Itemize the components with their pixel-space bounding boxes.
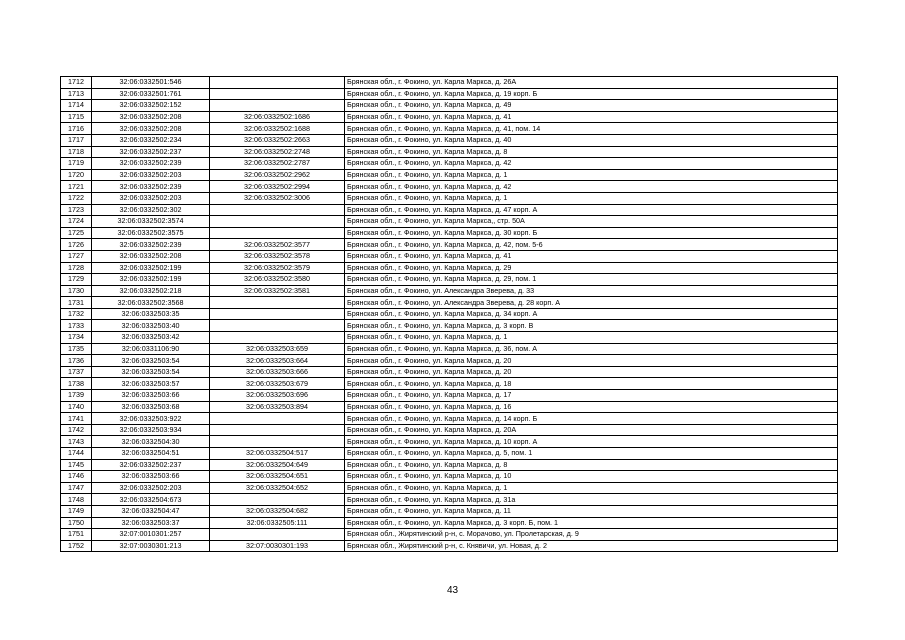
cadastral-number-cell: 32:06:0332502:152 (92, 100, 210, 112)
table-row (61, 494, 838, 506)
building-cadastral-number-cell: 32:06:0332502:3578 (210, 250, 345, 262)
building-cadastral-number-cell (210, 494, 345, 506)
cadastral-number-cell: 32:06:0332503:54 (92, 355, 210, 367)
table-row (61, 471, 838, 483)
row-number-cell: 1746 (61, 471, 92, 483)
building-cadastral-number-cell: 32:06:0332502:2962 (210, 169, 345, 181)
building-cadastral-number-cell: 32:06:0332504:649 (210, 459, 345, 471)
cadastral-number-cell: 32:06:0332504:30 (92, 436, 210, 448)
building-cadastral-number-cell: 32:06:0332504:652 (210, 482, 345, 494)
building-cadastral-number-cell: 32:06:0332502:2748 (210, 146, 345, 158)
row-number-cell: 1712 (61, 77, 92, 89)
table-row (61, 355, 838, 367)
table-row (61, 332, 838, 344)
row-number-cell: 1717 (61, 134, 92, 146)
row-number-cell: 1714 (61, 100, 92, 112)
row-number-cell: 1732 (61, 308, 92, 320)
cadastral-number-cell: 32:06:0332503:42 (92, 332, 210, 344)
table-row (61, 158, 838, 170)
table-row (61, 192, 838, 204)
table-row (61, 204, 838, 216)
address-cell: Брянская обл., г. Фокино, ул. Карла Маркса, д. 18 (345, 378, 838, 390)
building-cadastral-number-cell (210, 332, 345, 344)
cadastral-number-cell: 32:06:0332503:35 (92, 308, 210, 320)
cadastral-number-cell: 32:06:0332502:203 (92, 169, 210, 181)
row-number-cell: 1729 (61, 274, 92, 286)
table-row (61, 459, 838, 471)
cadastral-number-cell: 32:06:0332502:302 (92, 204, 210, 216)
cadastral-number-cell: 32:06:0332502:208 (92, 123, 210, 135)
cadastral-number-cell: 32:06:0332504:673 (92, 494, 210, 506)
table-row (61, 239, 838, 251)
row-number-cell: 1718 (61, 146, 92, 158)
building-cadastral-number-cell: 32:06:0332502:2787 (210, 158, 345, 170)
row-number-cell: 1743 (61, 436, 92, 448)
building-cadastral-number-cell (210, 413, 345, 425)
row-number-cell: 1750 (61, 517, 92, 529)
table-row (61, 436, 838, 448)
building-cadastral-number-cell: 32:06:0332502:3577 (210, 239, 345, 251)
cadastral-number-cell: 32:06:0332503:40 (92, 320, 210, 332)
building-cadastral-number-cell: 32:06:0332502:3006 (210, 192, 345, 204)
table-row (61, 343, 838, 355)
registry-table-body (61, 77, 838, 552)
table-row (61, 529, 838, 541)
building-cadastral-number-cell: 32:06:0332502:3580 (210, 274, 345, 286)
address-cell: Брянская обл., г. Фокино, ул. Карла Маркса, д. 3 корп. Б, пом. 1 (345, 517, 838, 529)
cadastral-number-cell: 32:06:0332502:3574 (92, 216, 210, 228)
cadastral-number-cell: 32:06:0332502:218 (92, 285, 210, 297)
address-cell: Брянская обл., г. Фокино, ул. Карла Маркса, д. 41 (345, 250, 838, 262)
cadastral-number-cell: 32:06:0332503:57 (92, 378, 210, 390)
row-number-cell: 1720 (61, 169, 92, 181)
building-cadastral-number-cell (210, 297, 345, 309)
cadastral-number-cell: 32:06:0332503:922 (92, 413, 210, 425)
address-cell: Брянская обл., г. Фокино, ул. Карла Маркса, д. 20 (345, 355, 838, 367)
table-row (61, 100, 838, 112)
row-number-cell: 1722 (61, 192, 92, 204)
cadastral-number-cell: 32:06:0332502:237 (92, 459, 210, 471)
address-cell: Брянская обл., г. Фокино, ул. Карла Маркса, д. 8 (345, 459, 838, 471)
row-number-cell: 1727 (61, 250, 92, 262)
address-cell: Брянская обл., г. Фокино, ул. Карла Маркса, д. 41 (345, 111, 838, 123)
building-cadastral-number-cell: 32:06:0332503:894 (210, 401, 345, 413)
address-cell: Брянская обл., г. Фокино, ул. Карла Маркса, д. 10 корп. А (345, 436, 838, 448)
row-number-cell: 1721 (61, 181, 92, 193)
address-cell: Брянская обл., г. Фокино, ул. Карла Маркса, д. 49 (345, 100, 838, 112)
building-cadastral-number-cell (210, 204, 345, 216)
address-cell: Брянская обл., г. Фокино, ул. Карла Маркса, д. 19 корп. Б (345, 88, 838, 100)
row-number-cell: 1749 (61, 505, 92, 517)
table-row (61, 366, 838, 378)
table-row (61, 134, 838, 146)
cadastral-number-cell: 32:06:0332502:3568 (92, 297, 210, 309)
registry-table (60, 76, 838, 552)
building-cadastral-number-cell: 32:06:0332502:3581 (210, 285, 345, 297)
cadastral-number-cell: 32:06:0332503:66 (92, 390, 210, 402)
row-number-cell: 1738 (61, 378, 92, 390)
building-cadastral-number-cell: 32:07:0030301:193 (210, 540, 345, 552)
building-cadastral-number-cell: 32:06:0332503:679 (210, 378, 345, 390)
building-cadastral-number-cell: 32:06:0332503:664 (210, 355, 345, 367)
address-cell: Брянская обл., г. Фокино, ул. Карла Маркса, д. 17 (345, 390, 838, 402)
cadastral-number-cell: 32:06:0332502:3575 (92, 227, 210, 239)
cadastral-number-cell: 32:06:0332502:239 (92, 239, 210, 251)
table-row (61, 216, 838, 228)
building-cadastral-number-cell: 32:06:0332502:2994 (210, 181, 345, 193)
address-cell: Брянская обл., г. Фокино, ул. Карла Маркса, д. 10 (345, 471, 838, 483)
cadastral-number-cell: 32:06:0332502:239 (92, 158, 210, 170)
address-cell: Брянская обл., г. Фокино, ул. Карла Маркса, д. 29 (345, 262, 838, 274)
table-row (61, 274, 838, 286)
table-row (61, 505, 838, 517)
cadastral-number-cell: 32:06:0332501:761 (92, 88, 210, 100)
building-cadastral-number-cell (210, 100, 345, 112)
building-cadastral-number-cell: 32:06:0332502:1688 (210, 123, 345, 135)
table-row (61, 320, 838, 332)
row-number-cell: 1747 (61, 482, 92, 494)
cadastral-number-cell: 32:06:0332504:51 (92, 448, 210, 460)
cadastral-number-cell: 32:06:0332502:237 (92, 146, 210, 158)
cadastral-number-cell: 32:06:0332502:208 (92, 111, 210, 123)
row-number-cell: 1730 (61, 285, 92, 297)
cadastral-number-cell: 32:06:0332503:68 (92, 401, 210, 413)
building-cadastral-number-cell: 32:06:0332505:111 (210, 517, 345, 529)
row-number-cell: 1734 (61, 332, 92, 344)
row-number-cell: 1724 (61, 216, 92, 228)
cadastral-number-cell: 32:06:0332502:203 (92, 192, 210, 204)
building-cadastral-number-cell (210, 227, 345, 239)
page-number: 43 (446, 585, 459, 596)
address-cell: Брянская обл., Жирятинский р-н, с. Княвичи, ул. Новая, д. 2 (345, 540, 838, 552)
row-number-cell: 1751 (61, 529, 92, 541)
row-number-cell: 1733 (61, 320, 92, 332)
table-row (61, 378, 838, 390)
row-number-cell: 1726 (61, 239, 92, 251)
address-cell: Брянская обл., г. Фокино, ул. Карла Маркса, д. 30 корп. Б (345, 227, 838, 239)
row-number-cell: 1713 (61, 88, 92, 100)
building-cadastral-number-cell: 32:06:0332502:1686 (210, 111, 345, 123)
address-cell: Брянская обл., г. Фокино, ул. Карла Маркса, д. 41, пом. 14 (345, 123, 838, 135)
row-number-cell: 1715 (61, 111, 92, 123)
row-number-cell: 1731 (61, 297, 92, 309)
address-cell: Брянская обл., г. Фокино, ул. Карла Маркса, д. 14 корп. Б (345, 413, 838, 425)
building-cadastral-number-cell (210, 308, 345, 320)
table-row (61, 77, 838, 89)
row-number-cell: 1736 (61, 355, 92, 367)
address-cell: Брянская обл., г. Фокино, ул. Александра Зверева, д. 33 (345, 285, 838, 297)
address-cell: Брянская обл., г. Фокино, ул. Александра Зверева, д. 28 корп. А (345, 297, 838, 309)
building-cadastral-number-cell (210, 216, 345, 228)
address-cell: Брянская обл., г. Фокино, ул. Карла Маркса, д. 20А (345, 424, 838, 436)
address-cell: Брянская обл., г. Фокино, ул. Карла Маркса, д. 26А (345, 77, 838, 89)
row-number-cell: 1745 (61, 459, 92, 471)
cadastral-number-cell: 32:06:0332502:203 (92, 482, 210, 494)
table-row (61, 262, 838, 274)
row-number-cell: 1725 (61, 227, 92, 239)
address-cell: Брянская обл., г. Фокино, ул. Карла Маркса, д. 1 (345, 482, 838, 494)
address-cell: Брянская обл., г. Фокино, ул. Карла Маркса, д. 1 (345, 332, 838, 344)
building-cadastral-number-cell: 32:06:0332503:659 (210, 343, 345, 355)
building-cadastral-number-cell: 32:06:0332504:682 (210, 505, 345, 517)
cadastral-number-cell: 32:06:0332501:546 (92, 77, 210, 89)
cadastral-number-cell: 32:06:0332502:234 (92, 134, 210, 146)
building-cadastral-number-cell (210, 88, 345, 100)
building-cadastral-number-cell: 32:06:0332504:517 (210, 448, 345, 460)
cadastral-number-cell: 32:06:0332502:208 (92, 250, 210, 262)
building-cadastral-number-cell: 32:06:0332502:3579 (210, 262, 345, 274)
building-cadastral-number-cell: 32:06:0332504:651 (210, 471, 345, 483)
table-row (61, 181, 838, 193)
table-row (61, 111, 838, 123)
address-cell: Брянская обл., г. Фокино, ул. Карла Маркса, д. 47 корп. А (345, 204, 838, 216)
table-row (61, 540, 838, 552)
row-number-cell: 1742 (61, 424, 92, 436)
address-cell: Брянская обл., г. Фокино, ул. Карла Маркса, д. 42, пом. 5-6 (345, 239, 838, 251)
row-number-cell: 1737 (61, 366, 92, 378)
building-cadastral-number-cell (210, 424, 345, 436)
address-cell: Брянская обл., г. Фокино, ул. Карла Маркса, д. 31а (345, 494, 838, 506)
address-cell: Брянская обл., г. Фокино, ул. Карла Маркса, д. 1 (345, 169, 838, 181)
building-cadastral-number-cell (210, 529, 345, 541)
row-number-cell: 1748 (61, 494, 92, 506)
address-cell: Брянская обл., г. Фокино, ул. Карла Маркса, д. 42 (345, 181, 838, 193)
address-cell: Брянская обл., г. Фокино, ул. Карла Маркса, д. 34 корп. А (345, 308, 838, 320)
cadastral-number-cell: 32:06:0332503:66 (92, 471, 210, 483)
table-row (61, 424, 838, 436)
table-row (61, 146, 838, 158)
cadastral-number-cell: 32:07:0030301:213 (92, 540, 210, 552)
row-number-cell: 1723 (61, 204, 92, 216)
address-cell: Брянская обл., г. Фокино, ул. Карла Маркса, д. 11 (345, 505, 838, 517)
cadastral-number-cell: 32:06:0332503:54 (92, 366, 210, 378)
building-cadastral-number-cell (210, 436, 345, 448)
cadastral-number-cell: 32:06:0332502:199 (92, 262, 210, 274)
address-cell: Брянская обл., г. Фокино, ул. Карла Маркса, д. 16 (345, 401, 838, 413)
cadastral-number-cell: 32:06:0332502:199 (92, 274, 210, 286)
table-row (61, 517, 838, 529)
table-row (61, 308, 838, 320)
building-cadastral-number-cell (210, 77, 345, 89)
row-number-cell: 1728 (61, 262, 92, 274)
table-row (61, 285, 838, 297)
address-cell: Брянская обл., Жирятинский р-н, с. Морачово, ул. Пролетарская, д. 9 (345, 529, 838, 541)
table-row (61, 123, 838, 135)
cadastral-number-cell: 32:07:0010301:257 (92, 529, 210, 541)
address-cell: Брянская обл., г. Фокино, ул. Карла Маркса,, стр. 50А (345, 216, 838, 228)
table-row (61, 413, 838, 425)
address-cell: Брянская обл., г. Фокино, ул. Карла Маркса, д. 3 корп. В (345, 320, 838, 332)
address-cell: Брянская обл., г. Фокино, ул. Карла Маркса, д. 8 (345, 146, 838, 158)
row-number-cell: 1752 (61, 540, 92, 552)
building-cadastral-number-cell: 32:06:0332503:666 (210, 366, 345, 378)
cadastral-number-cell: 32:06:0332502:239 (92, 181, 210, 193)
row-number-cell: 1740 (61, 401, 92, 413)
building-cadastral-number-cell: 32:06:0332502:2663 (210, 134, 345, 146)
building-cadastral-number-cell: 32:06:0332503:696 (210, 390, 345, 402)
cadastral-number-cell: 32:06:0332503:37 (92, 517, 210, 529)
cadastral-number-cell: 32:06:0332504:47 (92, 505, 210, 517)
row-number-cell: 1744 (61, 448, 92, 460)
building-cadastral-number-cell (210, 320, 345, 332)
address-cell: Брянская обл., г. Фокино, ул. Карла Маркса, д. 36, пом. А (345, 343, 838, 355)
cadastral-number-cell: 32:06:0332503:934 (92, 424, 210, 436)
table-row (61, 297, 838, 309)
table-row (61, 88, 838, 100)
address-cell: Брянская обл., г. Фокино, ул. Карла Маркса, д. 29, пом. 1 (345, 274, 838, 286)
table-row (61, 482, 838, 494)
table-row (61, 250, 838, 262)
address-cell: Брянская обл., г. Фокино, ул. Карла Маркса, д. 40 (345, 134, 838, 146)
row-number-cell: 1735 (61, 343, 92, 355)
row-number-cell: 1741 (61, 413, 92, 425)
address-cell: Брянская обл., г. Фокино, ул. Карла Маркса, д. 5, пом. 1 (345, 448, 838, 460)
row-number-cell: 1716 (61, 123, 92, 135)
address-cell: Брянская обл., г. Фокино, ул. Карла Маркса, д. 42 (345, 158, 838, 170)
address-cell: Брянская обл., г. Фокино, ул. Карла Маркса, д. 1 (345, 192, 838, 204)
table-row (61, 448, 838, 460)
row-number-cell: 1739 (61, 390, 92, 402)
cadastral-number-cell: 32:06:0331106:90 (92, 343, 210, 355)
address-cell: Брянская обл., г. Фокино, ул. Карла Маркса, д. 20 (345, 366, 838, 378)
table-row (61, 169, 838, 181)
table-row (61, 401, 838, 413)
row-number-cell: 1719 (61, 158, 92, 170)
table-row (61, 227, 838, 239)
table-row (61, 390, 838, 402)
